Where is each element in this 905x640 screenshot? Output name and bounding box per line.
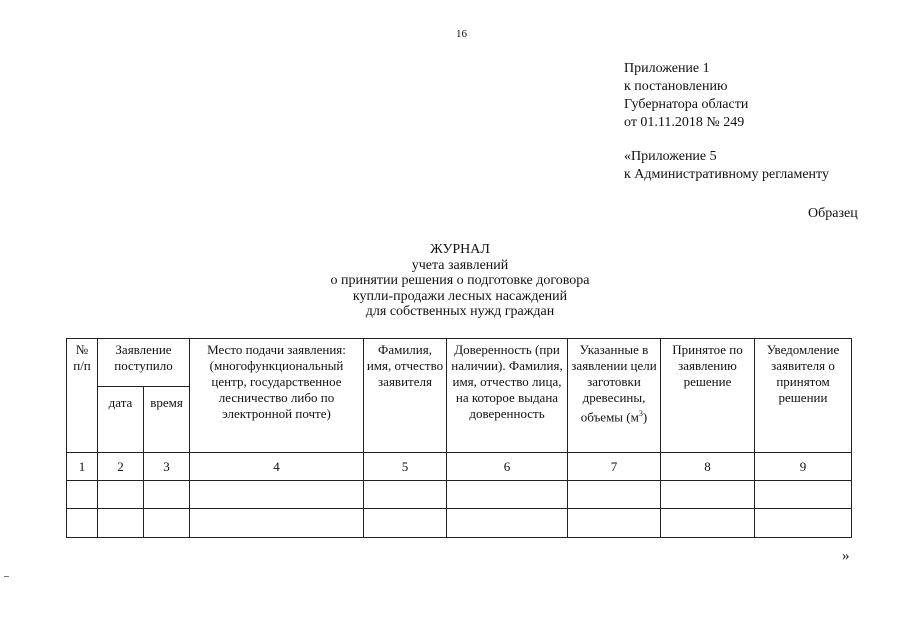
page-number: 16 [456,28,467,40]
scan-mark [4,576,9,577]
header-number: № п/п [67,339,98,453]
column-number: 1 [67,453,98,481]
title-heading: ЖУРНАЛ [430,242,490,257]
appendix-line: Губернатора области [624,97,749,112]
column-number: 6 [447,453,568,481]
appendix-line: Приложение 1 [624,61,710,76]
header-proxy: Доверенность (при наличии). Фамилия, имя, отчество лица, на которое выдана доверенность [447,339,568,453]
column-number: 5 [364,453,447,481]
column-number: 8 [661,453,755,481]
document-title [260,242,660,320]
appendix-line: от 01.11.2018 № 249 [624,115,745,130]
header-time: время [144,387,190,453]
closing-quote: » [842,548,850,564]
header-decision: Принятое по заявлению решение [661,339,755,453]
sample-label: Образец [808,206,858,221]
column-number: 2 [98,453,144,481]
header-applicant-name: Фамилия, имя, отчество заявителя [364,339,447,453]
appendix-line: к постановлению [624,79,728,94]
column-number: 9 [755,453,852,481]
header-place: Место подачи заявления: (многофункциональный центр, государственное лесничество либо по электронной почте) [190,339,364,453]
appendix-header [624,60,829,184]
header-purpose: Указанные в заявлении цели заготовки древесины, объемы $(м^3)$ [568,339,661,453]
appendix-ref-line: «Приложение 5 [624,149,717,164]
title-line: для собственных нужд граждан [365,304,555,320]
header-notice: Уведомление заявителя о принятом решении [755,339,852,453]
title-line: купли-продажи лесных насаждений [352,288,568,304]
table-row [67,481,852,509]
column-number: 4 [190,453,364,481]
title-line: о принятии решения о подготовке договора [330,273,590,289]
column-number: 3 [144,453,190,481]
header-received: Заявление поступило [98,339,190,387]
appendix-ref-line: к Административному регламенту [624,167,829,182]
header-date: дата [98,387,144,453]
title-line: учета заявлений [411,257,509,273]
column-number: 7 [568,453,661,481]
journal-table [66,338,852,538]
table-row [67,509,852,538]
